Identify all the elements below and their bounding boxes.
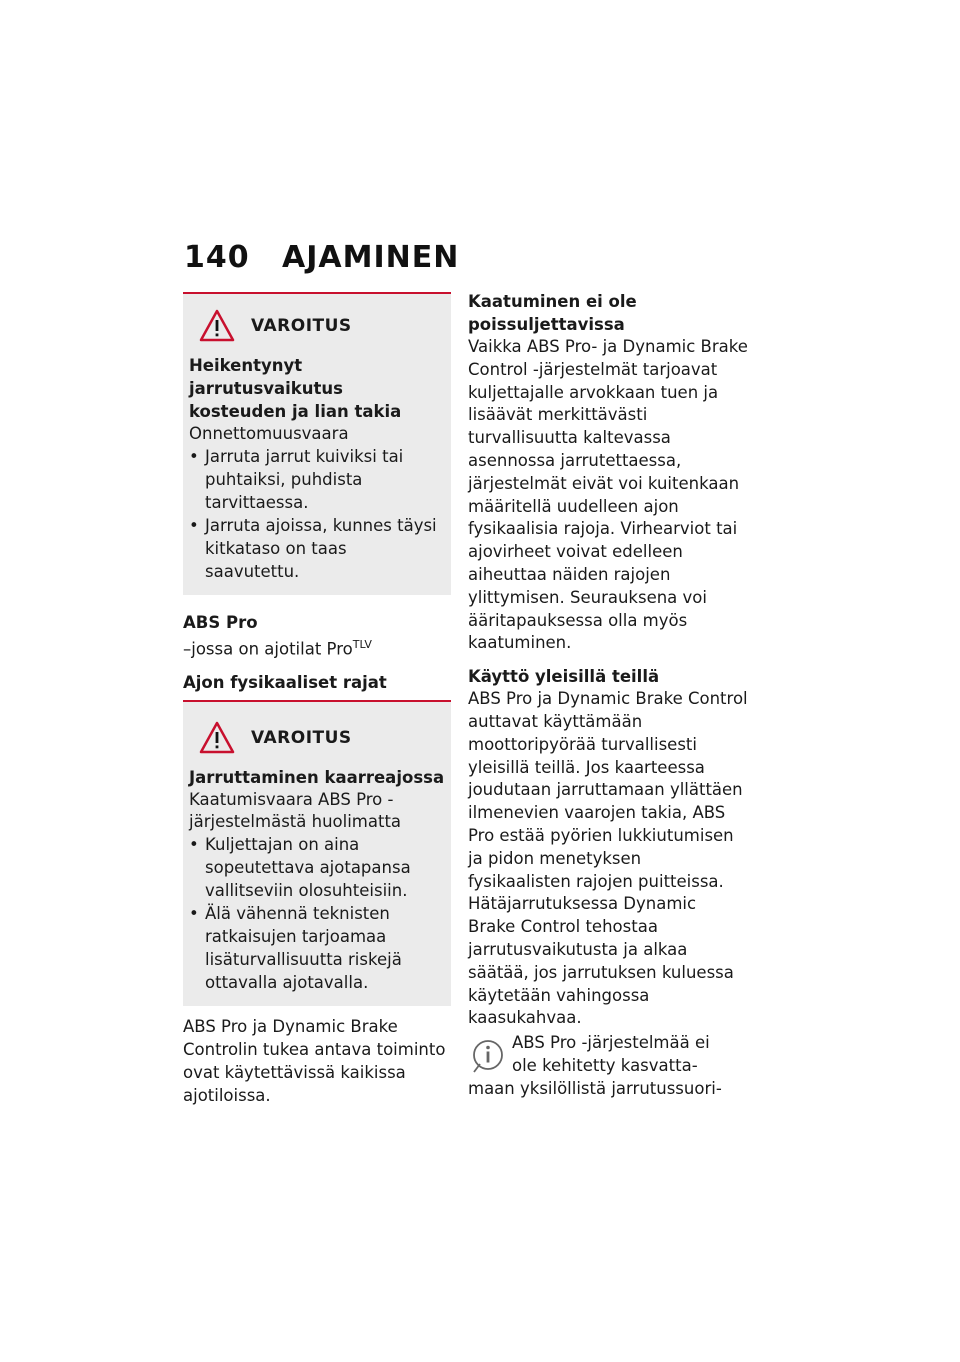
bullet-item: • Älä vähennä teknisten ratkaisujen tarjoamaa lisäturvallisuutta riskejä ottavalla ajotavalla. <box>189 902 445 994</box>
section-heading: Kaatuminen ei ole poissuljettavissa <box>468 292 637 334</box>
info-note <box>468 1032 748 1100</box>
warning-bullets <box>189 833 445 994</box>
page-header <box>184 240 459 275</box>
warning-subtitle: Onnettomuusvaara <box>189 424 349 443</box>
note-line: ABS Pro -järjestelmää ei <box>512 1033 710 1053</box>
warning-triangle-icon <box>199 308 235 344</box>
body-paragraph: ABS Pro ja Dynamic Brake Controlin tukea antava toiminto ovat käytettävissä kaikissa ajotiloissa. <box>183 1017 446 1105</box>
chapter-title: AJAMINEN <box>282 240 460 275</box>
abs-text-main: –jossa on ajotilat Pro <box>183 639 353 659</box>
bullet-item: • Jarruta jarrut kuiviksi tai puhtaiksi, puhdista tarvittaessa. <box>189 445 445 514</box>
right-column <box>468 290 748 1101</box>
warning-box-1 <box>183 292 451 595</box>
info-icon <box>468 1038 504 1074</box>
warning-title: Heikentynyt jarrutusvaikutus kosteuden ja lian takia <box>189 356 402 421</box>
warning-subtitle: Kaatumisvaara ABS Pro -järjestelmästä huolimatta <box>189 790 402 832</box>
warning-bullets <box>189 445 445 583</box>
page-number: 140 <box>184 240 250 275</box>
abs-text-sup: TLV <box>352 638 372 651</box>
warning-label: VAROITUS <box>251 728 352 749</box>
note-line: ole kehitetty kasvatta- <box>512 1055 698 1075</box>
note-line: maan yksilöllistä jarrutussuori- <box>468 1078 722 1098</box>
section-heading: Käyttö yleisillä teillä <box>468 667 660 687</box>
body-paragraph: Vaikka ABS Pro- ja Dynamic Brake Control -järjestelmät tarjoavat kuljettajalle arvokkaan tuen ja lisäävät merkittävästi turvallisuutta kaltevassa asennossa jarrutettaessa, järjestelmät eivät voi kuitenkaan määritellä uudelleen ajon fysikaalisia rajoja. Virhearviot tai ajovirheet voivat edelleen aiheuttaa näiden rajojen ylittymisen. Seurauksena voi ääritapauksessa olla myös kaatuminen. <box>468 337 748 653</box>
bullet-item: • Jarruta ajoissa, kunnes täysi kitkataso on taas saavutettu. <box>189 514 445 583</box>
bullet-item: • Kuljettajan on aina sopeutettava ajotapansa vallitseviin olosuhteisiin. <box>189 833 445 902</box>
warning-title: Jarruttaminen kaarreajossa <box>189 768 445 788</box>
warning-header <box>189 716 445 760</box>
warning-header <box>189 304 445 348</box>
body-paragraph: ABS Pro ja Dynamic Brake Control auttavat käyttämään moottoripyörää turvallisesti yleisillä teillä. Jos kaarteessa joudutaan jarruttamaan yllättäen ilmenevien vaarojen takia, ABS Pro estää pyörien lukkiutumisen ja pidon menetyksen fysikaalisten rajojen puitteissa. Hätäjarrutuksessa Dynamic Brake Control tehostaa jarrutusvaikutusta ja alkaa säätää, jos jarrutuksen kuluessa käytetään vahingossa kaasukahvaa. <box>468 689 748 1028</box>
warning-label: VAROITUS <box>251 316 352 336</box>
warning-triangle-icon <box>199 720 235 756</box>
abs-heading: ABS Pro <box>183 613 258 632</box>
limits-heading: Ajon fysikaaliset rajat <box>183 671 451 702</box>
abs-text <box>183 634 451 661</box>
warning-box-2 <box>183 702 451 1006</box>
left-column <box>183 292 451 1107</box>
